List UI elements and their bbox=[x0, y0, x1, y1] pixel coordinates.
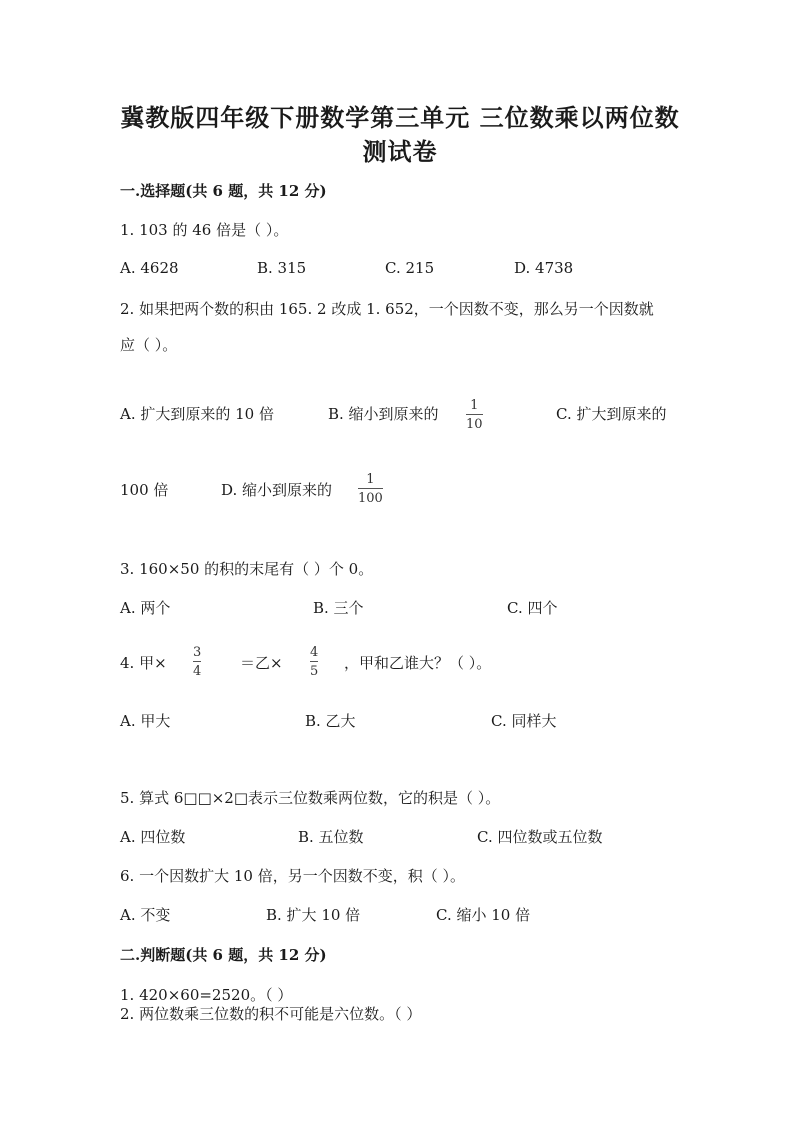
fraction-numerator: 1 bbox=[366, 472, 375, 487]
question-2-option-a: A. 扩大到原来的 10 倍 bbox=[120, 405, 274, 423]
question-3-option-a: A. 两个 bbox=[120, 599, 171, 617]
question-5-option-a: A. 四位数 bbox=[120, 828, 186, 846]
section-heading-choice: 一.选择题(共 6 题，共 12 分) bbox=[120, 182, 327, 200]
document-title-line1: 冀教版四年级下册数学第三单元 三位数乘以两位数 bbox=[120, 103, 680, 132]
question-1-option-c: C. 215 bbox=[385, 259, 435, 277]
question-5-option-b: B. 五位数 bbox=[298, 828, 364, 846]
question-2-option-d-fraction bbox=[358, 473, 383, 505]
question-4-stem-part2: ＝乙× bbox=[240, 654, 283, 672]
question-2-option-b: B. 缩小到原来的 bbox=[328, 405, 439, 423]
question-2-option-c-line1: C. 扩大到原来的 bbox=[556, 405, 667, 423]
judgment-question-1: 1. 420×60=2520。（ ） bbox=[120, 986, 293, 1004]
fraction-numerator: 4 bbox=[310, 645, 319, 660]
fraction-denominator: 4 bbox=[193, 664, 202, 679]
question-6-option-c: C. 缩小 10 倍 bbox=[436, 906, 531, 924]
question-6-stem: 6. 一个因数扩大 10 倍，另一个因数不变，积（ ）。 bbox=[120, 867, 465, 885]
question-4-option-a: A. 甲大 bbox=[120, 712, 171, 730]
fraction-denominator: 5 bbox=[310, 664, 319, 679]
question-1-option-b: B. 315 bbox=[257, 259, 307, 277]
question-3-stem: 3. 160×50 的积的末尾有（ ）个 0。 bbox=[120, 560, 374, 578]
question-4-fraction-1 bbox=[193, 646, 201, 678]
document-title-line2: 测试卷 bbox=[362, 137, 438, 166]
question-4-option-b: B. 乙大 bbox=[305, 712, 356, 730]
question-4-stem-part3: ，甲和乙谁大？（ ）。 bbox=[344, 654, 492, 672]
question-5-option-c: C. 四位数或五位数 bbox=[477, 828, 603, 846]
fraction-denominator: 100 bbox=[358, 491, 383, 506]
question-1-option-d: D. 4738 bbox=[514, 259, 574, 277]
question-6-option-a: A. 不变 bbox=[120, 906, 171, 924]
question-2-option-d: D. 缩小到原来的 bbox=[221, 481, 333, 499]
question-1-option-a: A. 4628 bbox=[120, 259, 179, 277]
question-2-stem-line2: 应（ ）。 bbox=[120, 336, 178, 354]
question-2-stem-line1: 2. 如果把两个数的积由 165. 2 改成 1. 652，一个因数不变，那么另一个因数就 bbox=[120, 300, 654, 318]
question-4-option-c: C. 同样大 bbox=[491, 712, 557, 730]
fraction-denominator: 10 bbox=[466, 417, 483, 432]
judgment-question-2: 2. 两位数乘三位数的积不可能是六位数。（ ） bbox=[120, 1005, 422, 1023]
section-heading-judgment: 二.判断题(共 6 题，共 12 分) bbox=[120, 946, 327, 964]
question-4-stem-part1: 4. 甲× bbox=[120, 654, 167, 672]
question-3-option-b: B. 三个 bbox=[313, 599, 364, 617]
question-2-option-b-fraction bbox=[466, 399, 483, 431]
fraction-numerator: 1 bbox=[470, 398, 479, 413]
question-1-stem: 1. 103 的 46 倍是（ ）。 bbox=[120, 221, 289, 239]
question-6-option-b: B. 扩大 10 倍 bbox=[266, 906, 361, 924]
question-3-option-c: C. 四个 bbox=[507, 599, 558, 617]
fraction-numerator: 3 bbox=[193, 645, 202, 660]
question-4-fraction-2 bbox=[310, 646, 318, 678]
question-2-option-c-line2: 100 倍 bbox=[120, 481, 169, 499]
question-5-stem: 5. 算式 6□□×2□表示三位数乘两位数，它的积是（ ）。 bbox=[120, 789, 501, 807]
